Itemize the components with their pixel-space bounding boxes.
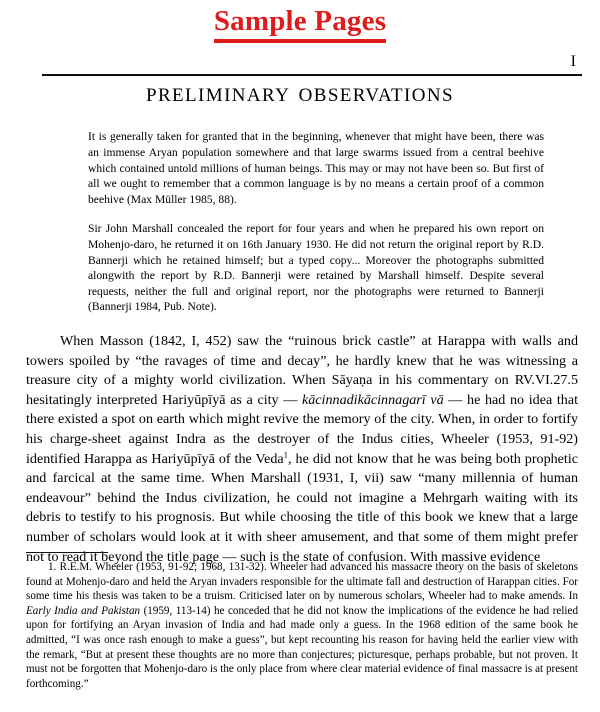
extract-paragraph: Sir John Marshall concealed the report for four years and when he prepared his own report on Mohenjo-daro, he returned it on 16th January 1930. He did not return the original report by R.D. Bannerji which he retained himself; but a typed copy... Moreover the photographs submitted alongwith the report by R.D. Bannerji were retained by Marshall himself. Despite several requests, neither the full and original report, nor the photographs were returned to Bannerji (Bannerji 1984, Pub. Note). bbox=[88, 222, 544, 314]
header-rule bbox=[42, 74, 582, 76]
body-text-part-2: — he had no idea that there existed a spot on earth which might revive the memory of the city. When, in order to fortify his charge-sheet against Indra as the destroyer of the Indus cities, Wheeler (1953, 91-92) identified Harappa as Hariyūpīyā of the Veda bbox=[26, 391, 578, 467]
body-paragraph bbox=[26, 332, 578, 567]
page-number: I bbox=[570, 53, 576, 71]
extract-paragraph: It is generally taken for granted that in the beginning, whenever that might have been, there was an immense Aryan population somewhere and that large swarms issued from a central beehive which contained untold millions of human beings. This may or may not have been so. But first of all we ought to remember that a common language is by no means a certain proof of a common beehive (Max Müller 1985, 88). bbox=[88, 130, 544, 206]
body-block bbox=[26, 332, 578, 567]
footnote-rule bbox=[26, 552, 108, 553]
chapter-heading: PRELIMINARY OBSERVATIONS bbox=[146, 85, 454, 107]
footnote-part-2: (1959, 113-14) he conceded that he did not know the implications of the evidence he had relied upon for fortifying an Aryan invasion of India and had made only a guess. In the 1968 edition of the same book he admitted, “I was once rash enough to make a guess”, but kept recounting his reason for having held the earlier view with the remark, “But at present these thoughts are no more than conjectures; picturesque, perhaps probable, but not proven. It must not be forgotten that Mohenjo-daro is the only place from where clear material evidence of final massacre is at present forthcoming.” bbox=[26, 604, 578, 690]
body-italic-sanskrit: kācinnadikācinnagarī vā bbox=[302, 391, 444, 408]
footnote-marker: 1 bbox=[283, 448, 289, 459]
sample-pages-title: Sample Pages bbox=[214, 6, 386, 43]
footnote-part-1: 1. R.E.M. Wheeler (1953, 91-92; 1968, 131-32). Wheeler had advanced his massacre theory on the basis of skeletons found at Mohenjo-daro and held the Aryan invaders responsible for the ultimate fall and destruction of Harappan cities. For some time his thesis was taken to be a truism. Criticised later on by numerous scholars, Wheeler had to make amends. In bbox=[26, 561, 578, 603]
body-text-part-1: When Masson (1842, I, 452) saw the “ruinous brick castle” at Harappa with walls and towers spoiled by “the ravages of time and decay”, he hardly knew that he was witnessing a treasure city of a mighty world civilization. When Sāyaṇa in his commentary on RV.VI.27.5 hesitatingly interpreted Hariyūpīyā as a city — bbox=[26, 332, 578, 408]
body-text-part-3: , he did not know that he was being both prophetic and farcical at the same time. When Marshall (1931, I, vii) saw “many millennia of human endeavour” behind the Indus civilization, he could not imagine a Mehrgarh waiting with its debris to testify to his prognosis. But while choosing the title of this book we knew that a large number of scholars would look at it with sheer amusement, and that some of them might prefer not to read it beyond the title page — such is the state of confusion. With massive evidence bbox=[26, 450, 578, 565]
footnote-text bbox=[26, 560, 578, 691]
footnote-italic-book-title: Early India and Pakistan bbox=[26, 604, 141, 617]
footnote-block bbox=[26, 552, 578, 691]
extract-block bbox=[88, 129, 544, 315]
sample-pages-banner bbox=[0, 0, 600, 43]
folio-row bbox=[42, 54, 578, 72]
